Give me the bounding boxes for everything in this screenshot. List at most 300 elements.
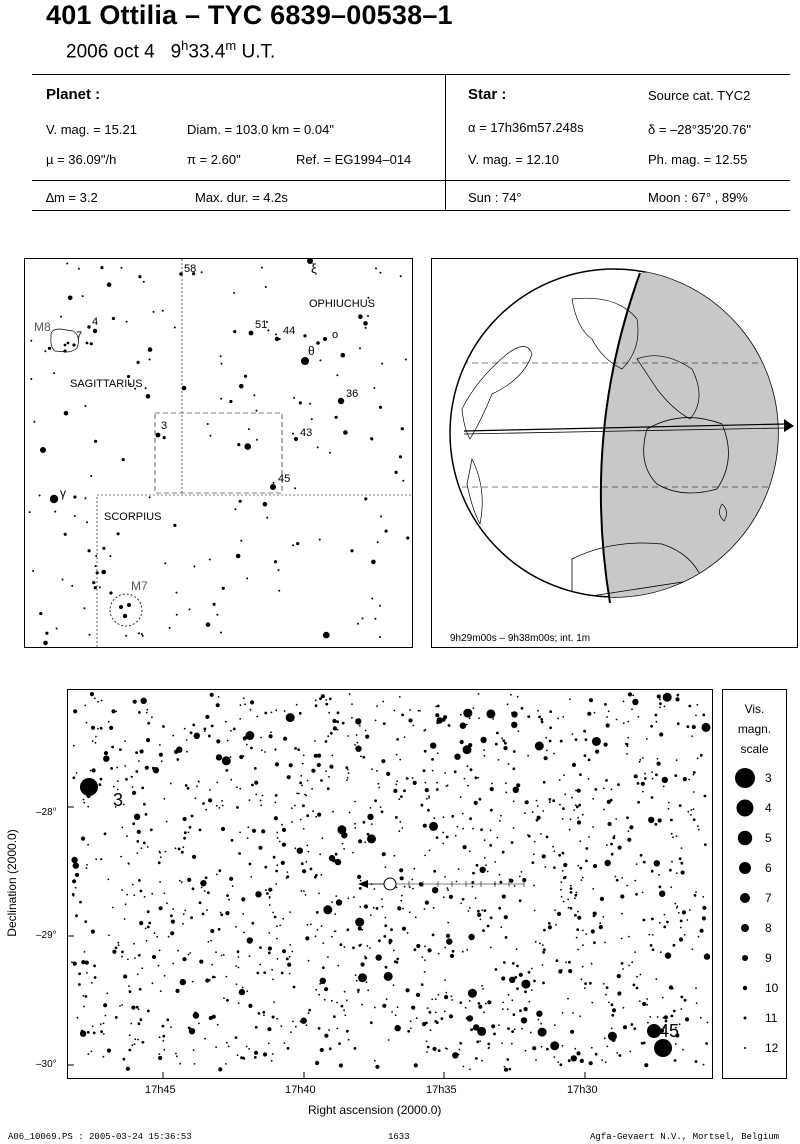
field-star: [138, 954, 141, 957]
scale-label-mag-12: 12: [765, 1041, 779, 1055]
field-star: [246, 744, 248, 746]
field-star: [490, 809, 493, 812]
finder-star: [32, 570, 34, 572]
field-star: [695, 891, 697, 893]
field-star: [546, 836, 549, 839]
field-star: [216, 805, 218, 807]
field-star: [277, 958, 279, 960]
field-star: [276, 832, 278, 834]
field-star: [435, 706, 437, 708]
field-star: [416, 944, 420, 948]
field-star: [447, 887, 449, 889]
field-star: [427, 1046, 430, 1049]
field-star: [123, 974, 127, 978]
field-star: [574, 897, 576, 899]
field-star: [287, 871, 289, 873]
scale-label-mag-4: 4: [765, 801, 772, 815]
field-star: [378, 939, 381, 942]
field-star: [500, 815, 502, 817]
field-star: [327, 787, 330, 790]
planet-vmag: V. mag. = 15.21: [46, 122, 137, 137]
x-axis-label: Right ascension (2000.0): [308, 1103, 442, 1117]
finder-star: [367, 315, 369, 317]
field-star: [103, 1023, 105, 1025]
field-star: [225, 976, 227, 978]
finder-star: [357, 623, 359, 625]
finder-star: [210, 435, 212, 437]
field-star: [129, 1034, 131, 1036]
field-star: [374, 1060, 376, 1062]
field-star: [432, 770, 434, 772]
field-star: [412, 888, 414, 890]
field-star: [110, 767, 113, 770]
field-star: [407, 932, 409, 934]
star-3: [80, 778, 98, 796]
field-star: [567, 998, 569, 1000]
field-star: [466, 949, 468, 951]
finder-star: [117, 532, 120, 535]
field-star: [487, 925, 490, 928]
field-star: [271, 712, 273, 714]
field-star: [592, 798, 594, 800]
field-star: [648, 817, 654, 823]
field-star: [509, 879, 513, 883]
field-star: [128, 863, 130, 865]
field-star: [491, 783, 493, 785]
finder-stars: [29, 259, 410, 645]
field-star: [616, 1052, 618, 1054]
field-star: [460, 714, 462, 716]
finder-star: [294, 487, 296, 489]
field-star: [512, 962, 515, 965]
field-star: [317, 754, 321, 758]
field-star: [436, 836, 439, 839]
finder-star: [371, 439, 373, 441]
field-star: [115, 1016, 118, 1019]
field-star: [351, 703, 353, 705]
field-star: [311, 788, 313, 790]
field-star: [382, 701, 384, 703]
field-star: [148, 922, 151, 925]
field-star: [303, 890, 305, 892]
field-star: [238, 967, 240, 969]
field-star: [302, 804, 305, 807]
field-star: [93, 1032, 96, 1035]
finder-star: [319, 359, 321, 361]
field-star: [477, 1027, 486, 1036]
field-star: [399, 868, 403, 872]
named-star: [40, 447, 46, 453]
field-star: [223, 997, 225, 999]
field-star: [164, 975, 166, 977]
field-star: [401, 714, 404, 717]
field-star: [81, 837, 85, 841]
field-star: [548, 925, 552, 929]
field-star: [287, 1047, 290, 1050]
field-star: [249, 863, 252, 866]
field-star: [611, 789, 613, 791]
field-star: [424, 946, 426, 948]
field-star: [97, 701, 99, 703]
field-star: [358, 839, 362, 843]
field-star: [524, 1007, 528, 1011]
field-star: [406, 777, 409, 780]
field-star: [490, 829, 492, 831]
field-star: [473, 707, 475, 709]
field-star: [121, 956, 123, 958]
finder-star: [379, 636, 381, 638]
finder-star: [148, 347, 153, 352]
field-star: [610, 843, 613, 846]
field-star: [682, 1049, 684, 1051]
field-star: [117, 780, 119, 782]
field-star: [75, 914, 78, 917]
field-star: [693, 818, 696, 821]
field-star: [320, 874, 322, 876]
field-star: [671, 833, 673, 835]
finder-star: [100, 266, 103, 269]
field-star: [105, 1015, 107, 1017]
field-star: [562, 870, 564, 872]
field-star: [698, 829, 700, 831]
field-star: [412, 777, 414, 779]
field-star: [132, 822, 135, 825]
field-star: [642, 757, 644, 759]
field-star: [524, 812, 526, 814]
field-star: [347, 777, 349, 779]
field-star: [72, 893, 75, 896]
field-star: [235, 1036, 238, 1039]
finder-star: [43, 641, 48, 646]
named-star: [50, 495, 58, 503]
label-7: 7: [76, 330, 83, 342]
field-star: [335, 853, 338, 856]
field-star: [676, 759, 678, 761]
field-star: [188, 954, 190, 956]
field-star: [144, 896, 146, 898]
field-star: [108, 934, 110, 936]
field-star: [508, 763, 510, 765]
field-star: [345, 766, 348, 769]
field-star: [671, 861, 673, 863]
m8-nebula-outline: [51, 329, 79, 352]
field-star: [469, 717, 471, 719]
scale-dot-mag-3: [735, 768, 755, 788]
finder-star: [149, 496, 151, 498]
field-star: [268, 946, 272, 950]
field-star: [679, 937, 683, 941]
field-star: [432, 1047, 436, 1051]
field-star: [626, 743, 629, 746]
field-star: [215, 1046, 217, 1048]
field-star: [641, 1042, 644, 1045]
field-star: [292, 1021, 294, 1023]
field-star: [275, 762, 279, 766]
field-star: [249, 955, 251, 957]
field-star: [704, 795, 707, 798]
field-star: [426, 798, 428, 800]
field-star: [307, 780, 309, 782]
field-star: [349, 812, 351, 814]
field-star: [264, 866, 267, 869]
field-star: [603, 788, 605, 790]
field-star: [676, 694, 679, 697]
field-star: [469, 1000, 471, 1002]
field-star: [376, 770, 378, 772]
finder-star: [233, 330, 236, 333]
field-star: [602, 916, 604, 918]
field-star: [452, 950, 455, 953]
field-star: [635, 893, 638, 896]
field-star: [386, 772, 390, 776]
field-star: [466, 724, 468, 726]
field-star: [589, 982, 592, 985]
field-star: [617, 783, 620, 786]
field-star: [204, 1038, 206, 1040]
field-star: [449, 1014, 453, 1018]
field-star: [123, 804, 125, 806]
field-star: [399, 821, 401, 823]
field-star: [503, 961, 506, 964]
field-star: [594, 712, 596, 714]
field-star: [680, 1008, 682, 1010]
field-star: [295, 1026, 297, 1028]
field-star: [606, 986, 609, 989]
field-star: [143, 803, 146, 806]
field-star: [95, 742, 97, 744]
finder-star: [239, 384, 244, 389]
scale-dot-mag-7: [740, 893, 750, 903]
field-star: [621, 962, 624, 965]
field-star: [228, 1045, 230, 1047]
field-star: [308, 1009, 311, 1012]
field-star: [370, 807, 372, 809]
field-star: [127, 959, 129, 961]
field-star: [577, 789, 581, 793]
field-star: [693, 808, 695, 810]
field-star: [321, 925, 323, 927]
field-star: [361, 1004, 363, 1006]
field-star: [477, 777, 479, 779]
field-star: [202, 913, 205, 916]
finder-star: [379, 406, 382, 409]
field-star: [513, 787, 519, 793]
field-star: [539, 943, 541, 945]
finder-star: [109, 555, 111, 557]
field-star: [527, 755, 529, 757]
field-star: [512, 767, 515, 770]
field-star: [615, 876, 617, 878]
field-star: [264, 712, 267, 715]
field-star: [367, 834, 376, 843]
field-star: [659, 891, 665, 897]
field-star: [441, 1017, 444, 1020]
field-star: [335, 859, 341, 865]
field-star: [695, 715, 697, 717]
field-star: [339, 1063, 343, 1067]
field-star: [406, 988, 410, 992]
finder-star: [311, 418, 313, 420]
finder-star: [66, 263, 68, 265]
field-star: [305, 894, 307, 896]
field-star: [113, 786, 115, 788]
finder-star: [363, 321, 368, 326]
field-star: [78, 972, 81, 975]
finder-star: [39, 495, 41, 497]
field-star: [585, 860, 588, 863]
field-star: [320, 779, 323, 782]
detail-area-outline: [155, 413, 282, 493]
field-star: [319, 853, 321, 855]
field-star: [628, 936, 630, 938]
field-star: [289, 763, 293, 767]
field-star: [678, 912, 680, 914]
field-star: [100, 1030, 103, 1033]
field-star: [124, 765, 126, 767]
field-star: [650, 725, 653, 728]
field-star: [514, 976, 517, 979]
field-star: [300, 819, 302, 821]
field-star: [680, 927, 682, 929]
field-star: [250, 747, 253, 750]
field-star: [422, 1022, 426, 1026]
field-star: [256, 972, 259, 975]
field-star: [421, 804, 424, 807]
field-star: [628, 692, 632, 696]
field-star: [582, 877, 584, 879]
star-header: Star :: [468, 86, 507, 103]
field-star: [519, 876, 521, 878]
field-star: [606, 716, 608, 718]
field-star: [577, 820, 581, 824]
finder-star: [193, 566, 195, 568]
field-star: [570, 887, 573, 890]
field-star: [366, 981, 368, 983]
field-star: [111, 746, 114, 749]
field-star: [225, 769, 228, 772]
field-star: [532, 1046, 536, 1050]
field-star: [675, 1043, 677, 1045]
magnitude-scale: [722, 689, 787, 1079]
field-star: [370, 914, 372, 916]
scale-label-mag-5: 5: [765, 831, 772, 845]
field-star: [536, 1011, 542, 1017]
finder-star: [90, 475, 92, 477]
field-star: [481, 1060, 483, 1062]
finder-star: [78, 268, 80, 270]
field-star: [513, 750, 516, 753]
field-star: [657, 694, 661, 698]
field-star: [308, 960, 310, 962]
field-star: [538, 716, 541, 719]
field-star: [159, 1036, 161, 1038]
field-star: [158, 1056, 162, 1060]
field-star: [605, 779, 608, 782]
field-star: [533, 980, 536, 983]
finder-star: [90, 342, 93, 345]
field-star: [276, 925, 278, 927]
star-declination: δ = –28°35'20.76": [648, 122, 752, 137]
field-star: [182, 957, 186, 961]
field-star: [684, 934, 686, 936]
scale-label-mag-3: 3: [765, 771, 772, 785]
field-star: [347, 769, 349, 771]
field-star: [644, 773, 646, 775]
field-star: [367, 945, 369, 947]
field-star: [248, 1048, 250, 1050]
field-star: [454, 754, 460, 760]
field-star: [384, 972, 393, 981]
field-star: [481, 985, 483, 987]
field-star: [467, 785, 469, 787]
field-star: [268, 1043, 270, 1045]
field-star: [291, 951, 293, 953]
field-star: [272, 912, 274, 914]
field-star: [334, 930, 336, 932]
finder-star: [71, 585, 73, 587]
field-star: [73, 745, 75, 747]
field-star: [104, 751, 108, 755]
field-star: [259, 964, 261, 966]
field-star: [436, 782, 438, 784]
field-star: [119, 1005, 121, 1007]
field-star: [535, 1059, 537, 1061]
field-star: [258, 846, 262, 850]
field-star: [250, 876, 252, 878]
field-star: [511, 841, 514, 844]
field-star: [616, 719, 618, 721]
xtick-17h45: 17h45: [145, 1084, 176, 1096]
field-star: [175, 989, 179, 993]
field-star: [475, 1057, 478, 1060]
field-star: [475, 776, 478, 779]
field-star: [284, 1042, 286, 1044]
field-star: [620, 894, 624, 898]
field-star: [485, 1003, 487, 1005]
field-star: [627, 838, 631, 842]
field-star: [429, 822, 438, 831]
finder-star: [44, 350, 46, 352]
field-star: [452, 1052, 458, 1058]
field-star: [511, 1043, 513, 1045]
field-star: [180, 979, 186, 985]
named-star: [294, 437, 298, 441]
field-star: [611, 853, 614, 856]
field-star: [239, 989, 245, 995]
field-star: [450, 954, 454, 958]
field-star: [672, 836, 674, 838]
field-star: [637, 782, 640, 785]
field-star: [471, 881, 474, 884]
field-star: [72, 776, 75, 779]
field-star: [337, 825, 346, 834]
field-star: [425, 788, 429, 792]
field-star: [623, 1025, 627, 1029]
field-star: [244, 1058, 246, 1060]
field-star: [277, 837, 279, 839]
field-star: [541, 721, 544, 724]
field-star: [581, 978, 583, 980]
field-star: [437, 717, 443, 723]
field-star: [472, 828, 474, 830]
field-star: [657, 762, 661, 766]
field-star: [101, 700, 103, 702]
field-star: [468, 910, 470, 912]
field-star: [329, 697, 332, 700]
field-star: [618, 846, 622, 850]
globe-panel: [431, 258, 798, 648]
field-star: [687, 811, 689, 813]
